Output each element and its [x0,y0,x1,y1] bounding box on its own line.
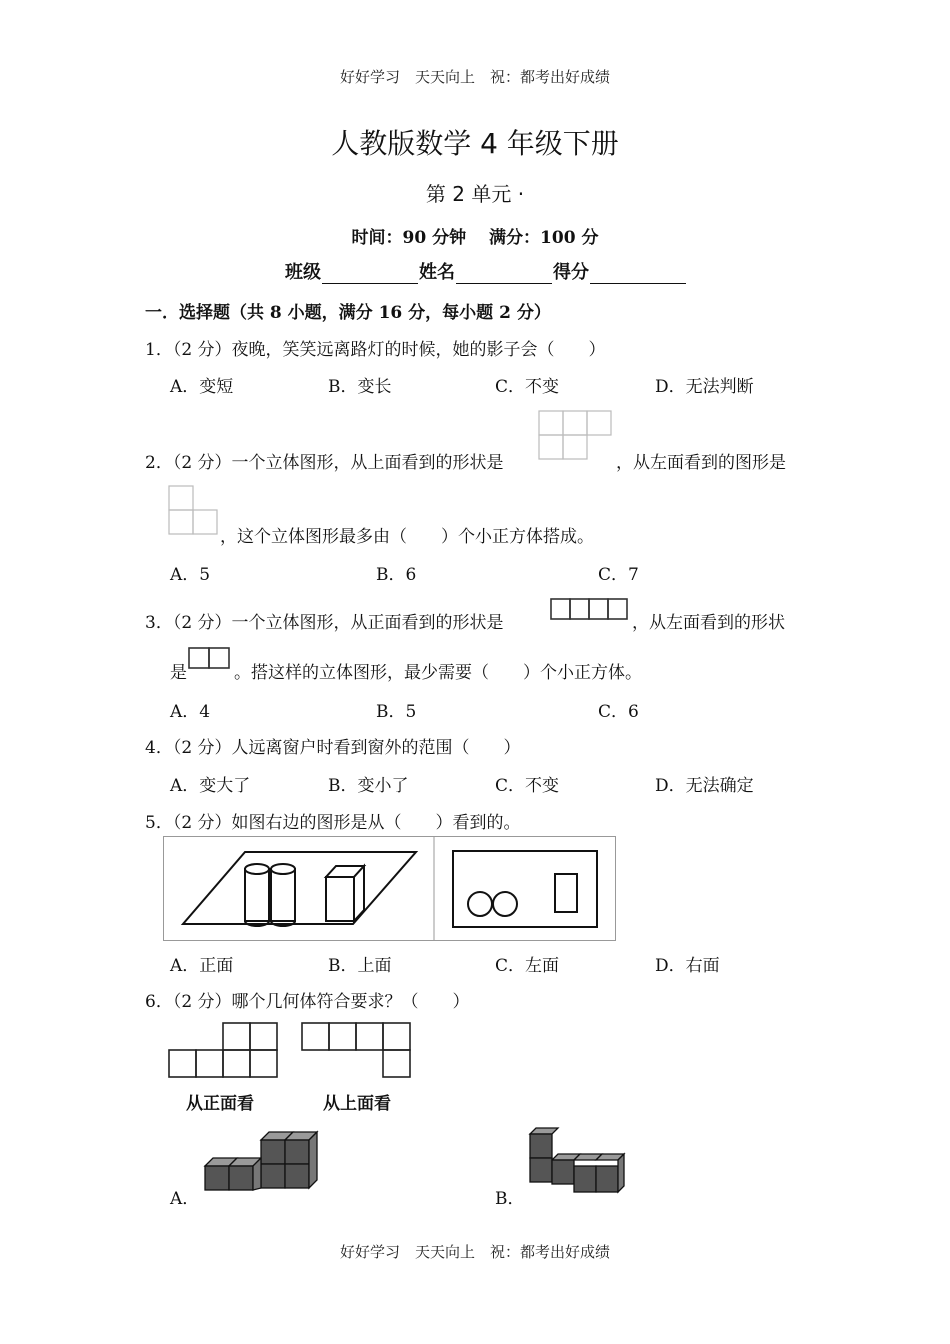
q1-option-a[interactable]: A．变短 [170,377,234,397]
q2-option-b[interactable]: B．6 [376,565,417,585]
q4-option-a[interactable]: A．变大了 [170,776,251,796]
exam-meta: 时间：90 分钟 满分：100 分 [351,228,599,248]
q1-option-d[interactable]: D．无法判断 [655,377,754,397]
q2-top-view-figure [538,410,614,462]
score-field[interactable] [590,265,686,284]
q1-option-b[interactable]: B．变长 [328,377,392,397]
q6-option-b-cubes [528,1124,636,1200]
q4-option-b[interactable]: B．变小了 [328,776,409,796]
name-label: 姓名 [419,262,455,283]
q4-option-c[interactable]: C．不变 [495,776,560,796]
student-info [285,258,687,284]
class-field[interactable] [322,265,418,284]
class-label: 班级 [285,262,321,283]
q6-top-view-figure [301,1022,413,1078]
q6-option-b[interactable]: B． [495,1189,525,1209]
q2-option-a[interactable]: A．5 [170,565,211,585]
q5-option-c[interactable]: C．左面 [495,956,560,976]
unit-subtitle: 第 2 单元 · [425,182,525,206]
q6-front-view-figure [168,1022,280,1078]
q5-option-b[interactable]: B．上面 [328,956,392,976]
question-3-part-c: 是 [170,663,187,683]
question-1: 1．（2 分）夜晚，笑笑远离路灯的时候，她的影子会（ ） [145,340,606,360]
question-3-part-b: ，从左面看到的形状 [632,613,785,633]
question-2-part-a: 2．（2 分）一个立体图形，从上面看到的形状是 [145,453,504,473]
q2-option-c[interactable]: C．7 [598,565,639,585]
name-field[interactable] [456,265,552,284]
page-header: 好好学习 天天向上 祝：都考出好成绩 [339,68,610,86]
q2-left-view-figure [168,485,220,537]
q3-option-a[interactable]: A．4 [170,702,211,722]
section-heading: 一．选择题（共 8 小题，满分 16 分，每小题 2 分） [145,303,551,323]
q5-option-d[interactable]: D．右面 [655,956,720,976]
question-2-part-c: ，这个立体图形最多由（ ）个小正方体搭成。 [220,527,594,547]
question-4: 4．（2 分）人远离窗户时看到窗外的范围（ ） [145,738,521,758]
page-title: 人教版数学 4 年级下册 [331,127,619,160]
q3-left-view-figure [188,647,232,671]
q5-figure [163,836,617,942]
q6-option-a-cubes [203,1130,321,1200]
question-5: 5．（2 分）如图右边的图形是从（ ）看到的。 [145,813,521,833]
q5-option-a[interactable]: A．正面 [170,956,234,976]
q4-option-d[interactable]: D．无法确定 [655,776,754,796]
q3-option-b[interactable]: B．5 [376,702,417,722]
question-6: 6．（2 分）哪个几何体符合要求？（ ） [145,992,470,1012]
question-3-part-d: 。搭这样的立体图形，最少需要（ ）个小正方体。 [234,663,642,683]
q6-top-label: 从上面看 [323,1094,391,1114]
q6-front-label: 从正面看 [186,1094,254,1114]
q1-option-c[interactable]: C．不变 [495,377,560,397]
q6-option-a[interactable]: A． [170,1189,200,1209]
question-2-part-b: ，从左面看到的图形是 [616,453,786,473]
page-footer: 好好学习 天天向上 祝：都考出好成绩 [339,1243,610,1261]
question-3-part-a: 3．（2 分）一个立体图形，从正面看到的形状是 [145,613,504,633]
q3-option-c[interactable]: C．6 [598,702,639,722]
score-label: 得分 [553,262,589,283]
q3-front-view-figure [550,598,630,622]
